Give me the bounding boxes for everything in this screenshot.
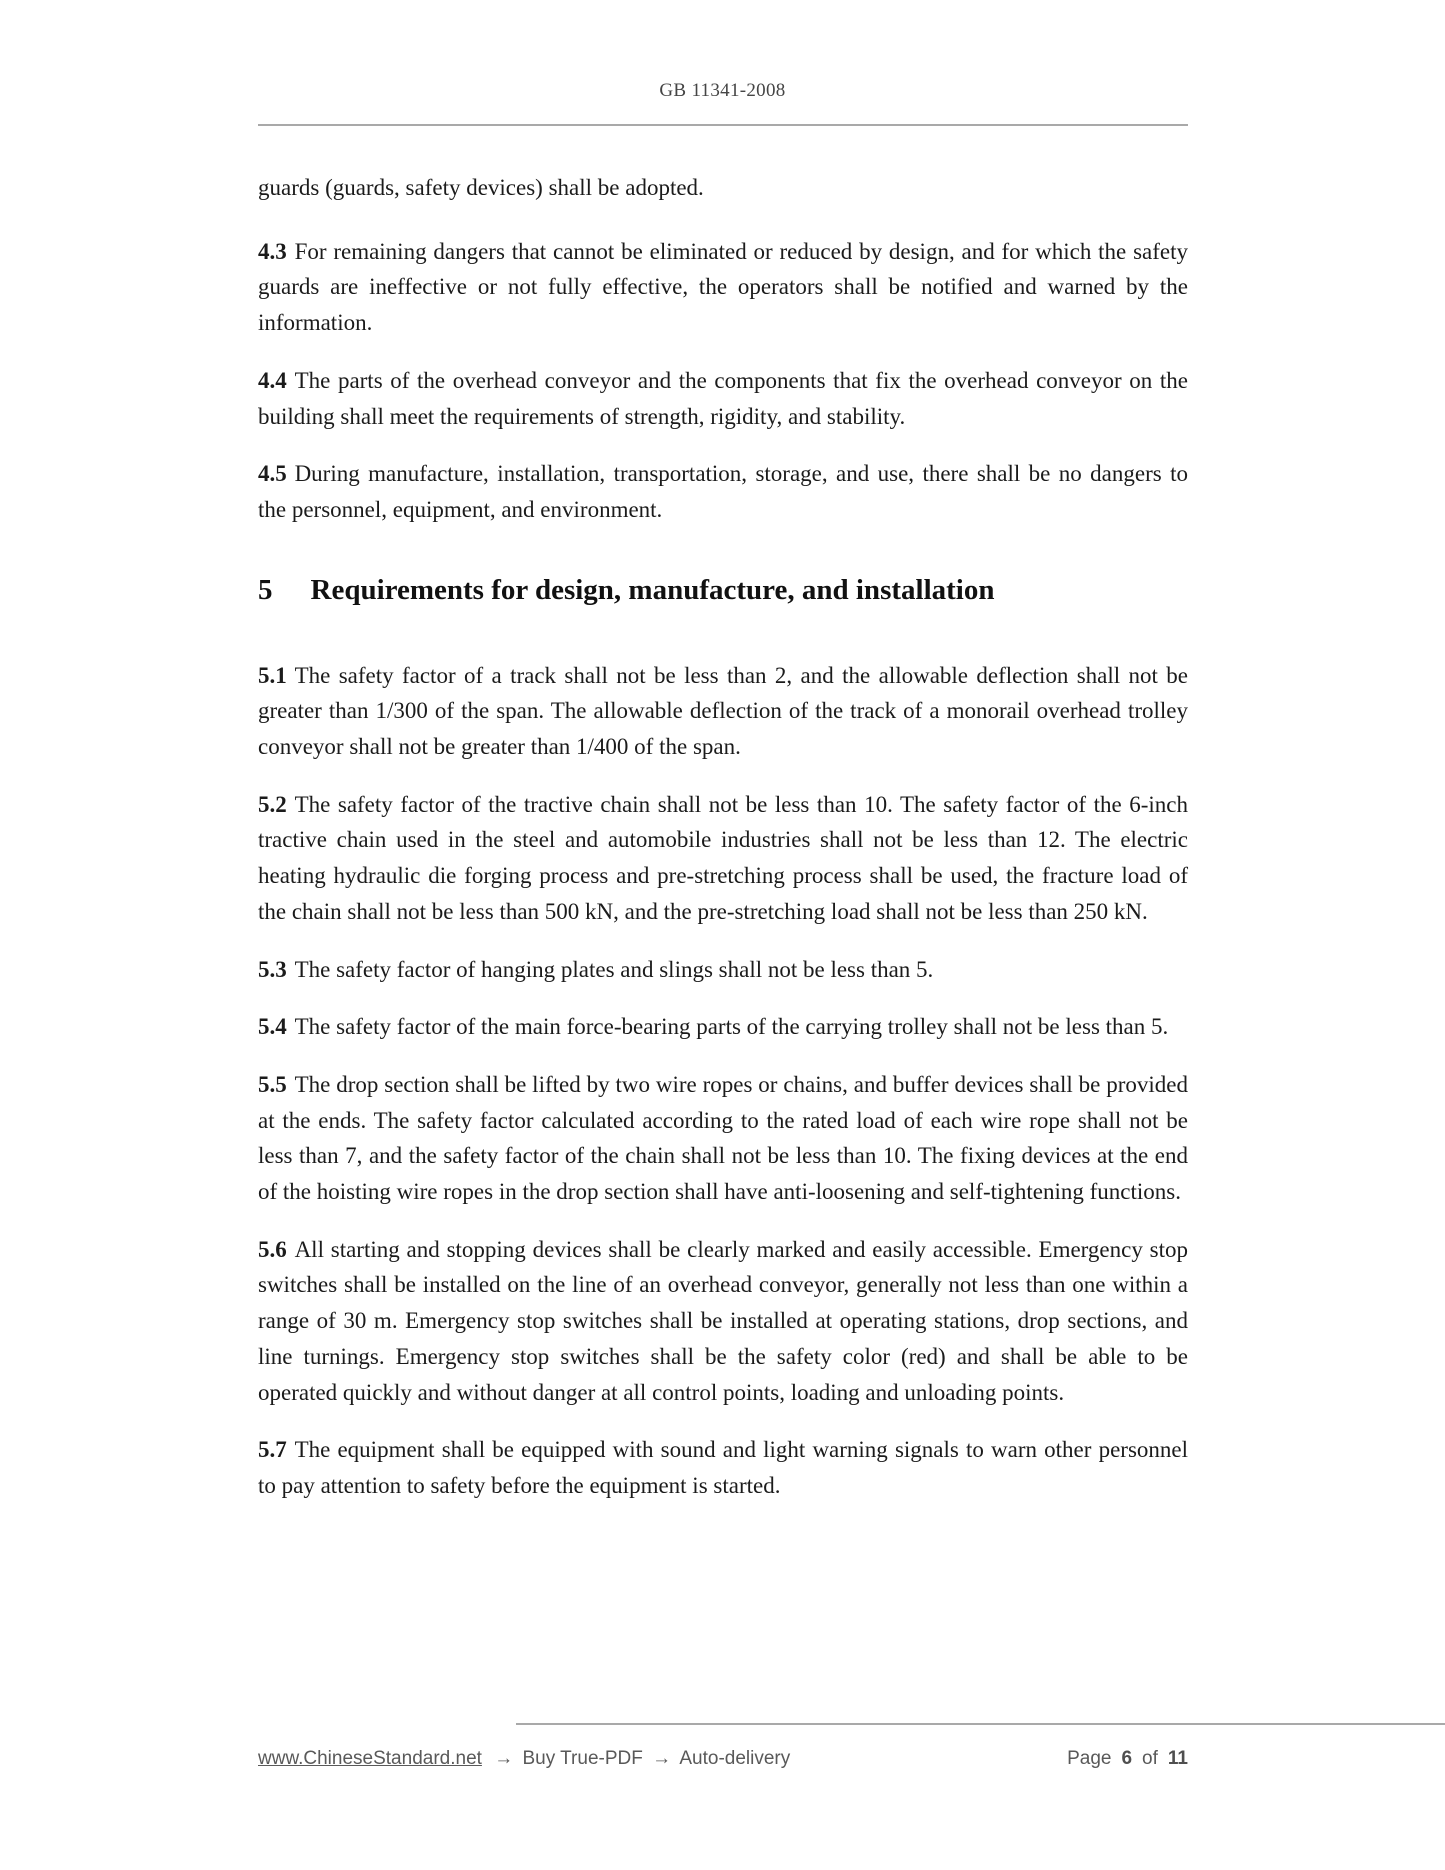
clause-5-7 (258, 1432, 1188, 1503)
page-label: Page (1067, 1748, 1112, 1769)
clause-number: 4.4 (258, 367, 287, 393)
clause-5-5 (258, 1067, 1188, 1210)
clause-number: 4.3 (258, 238, 287, 264)
clause-number: 5.5 (258, 1071, 287, 1097)
section-number: 5 (258, 573, 273, 606)
clause-text: The safety factor of the tractive chain shall not be less than 10. The safety factor of the 6-inch tractive chain used in the steel and automobile industries shall not be less than 12. The electric heating hydraulic die forging process and pre-stretching process shall be used, the fracture load of the chain shall not be less than 500 kN, and the pre-stretching load shall not be less than 250 kN. (258, 791, 1188, 924)
clause-4-4 (258, 363, 1188, 434)
site-link[interactable]: www.ChineseStandard.net (258, 1748, 482, 1769)
of-label: of (1142, 1748, 1158, 1769)
current-page-number: 6 (1121, 1748, 1133, 1769)
clause-5-3 (258, 952, 1188, 988)
clause-number: 5.4 (258, 1014, 287, 1040)
footer-buy-label: Buy True-PDF (522, 1748, 643, 1769)
clause-text: During manufacture, installation, transportation, storage, and use, there shall be no dangers to the personnel, equipment, and environment. (258, 461, 1188, 522)
standard-number: GB 11341-2008 (659, 80, 786, 101)
footer-row (258, 1748, 1188, 1770)
clause-text: The drop section shall be lifted by two wire ropes or chains, and buffer devices shall be provided at the ends. The safety factor calculated according to the rated load of each wire rope shall not be less than 7, and the safety factor of the chain shall not be less than 10. The fixing devices at the end of the hoisting wire ropes in the drop section shall have anti-loosening and self-tightening functions. (258, 1071, 1188, 1205)
clause-text: The parts of the overhead conveyor and the components that fix the overhead conveyor on the building shall meet the requirements of strength, rigidity, and stability. (258, 367, 1188, 429)
clause-4-3 (258, 234, 1188, 341)
clause-5-4 (258, 1009, 1188, 1045)
clause-number: 5.3 (258, 956, 287, 982)
clause-number: 5.6 (258, 1236, 287, 1262)
clause-number: 5.7 (258, 1437, 287, 1463)
paragraph-continuation (258, 170, 1188, 206)
clause-4-5 (258, 456, 1188, 527)
section-5-heading (258, 570, 1188, 610)
clause-text: The safety factor of the main force-bearing parts of the carrying trolley shall not be less than 5. (294, 1014, 1169, 1040)
document-body (0, 126, 1445, 1504)
clause-text: The equipment shall be equipped with sound and light warning signals to warn other personnel to pay attention to safety before the equipment is started. (258, 1437, 1188, 1498)
clause-5-2 (258, 787, 1188, 930)
clause-number: 5.2 (258, 791, 287, 817)
clause-text: The safety factor of a track shall not be less than 2, and the allowable deflection shall not be greater than 1/300 of the span. The allowable deflection of the track of a monorail overhead trolley conveyor shall not be greater than 1/400 of the span. (258, 662, 1188, 760)
clause-text: The safety factor of hanging plates and slings shall not be less than 5. (294, 956, 934, 982)
total-pages-number: 11 (1167, 1748, 1188, 1769)
clause-text: For remaining dangers that cannot be eliminated or reduced by design, and for which the safety guards are ineffective or not fully effective, the operators shall be notified and warned by the information. (258, 238, 1188, 336)
arrow-icon: → (652, 1748, 672, 1769)
section-title: Requirements for design, manufacture, and installation (310, 573, 995, 606)
clause-5-6 (258, 1232, 1188, 1411)
clause-number: 4.5 (258, 461, 287, 487)
clause-number: 5.1 (258, 662, 287, 688)
paragraph-text: guards (guards, safety devices) shall be adopted. (258, 175, 704, 200)
arrow-icon: → (494, 1748, 514, 1769)
page-header (0, 0, 1445, 126)
footer-info (258, 1748, 790, 1770)
footer-delivery-label: Auto-delivery (679, 1748, 791, 1769)
page-indicator (1067, 1748, 1188, 1770)
footer-divider (516, 1723, 1445, 1725)
clause-text: All starting and stopping devices shall be clearly marked and easily accessible. Emergency stop switches shall be installed on the line of an overhead conveyor, generally not less than one within a range of 30 m. Emergency stop switches shall be installed at operating stations, drop sections, and line turnings. Emergency stop switches shall be the safety color (red) and shall be able to be operated quickly and without danger at all control points, loading and unloading points. (258, 1236, 1188, 1405)
clause-5-1 (258, 658, 1188, 765)
